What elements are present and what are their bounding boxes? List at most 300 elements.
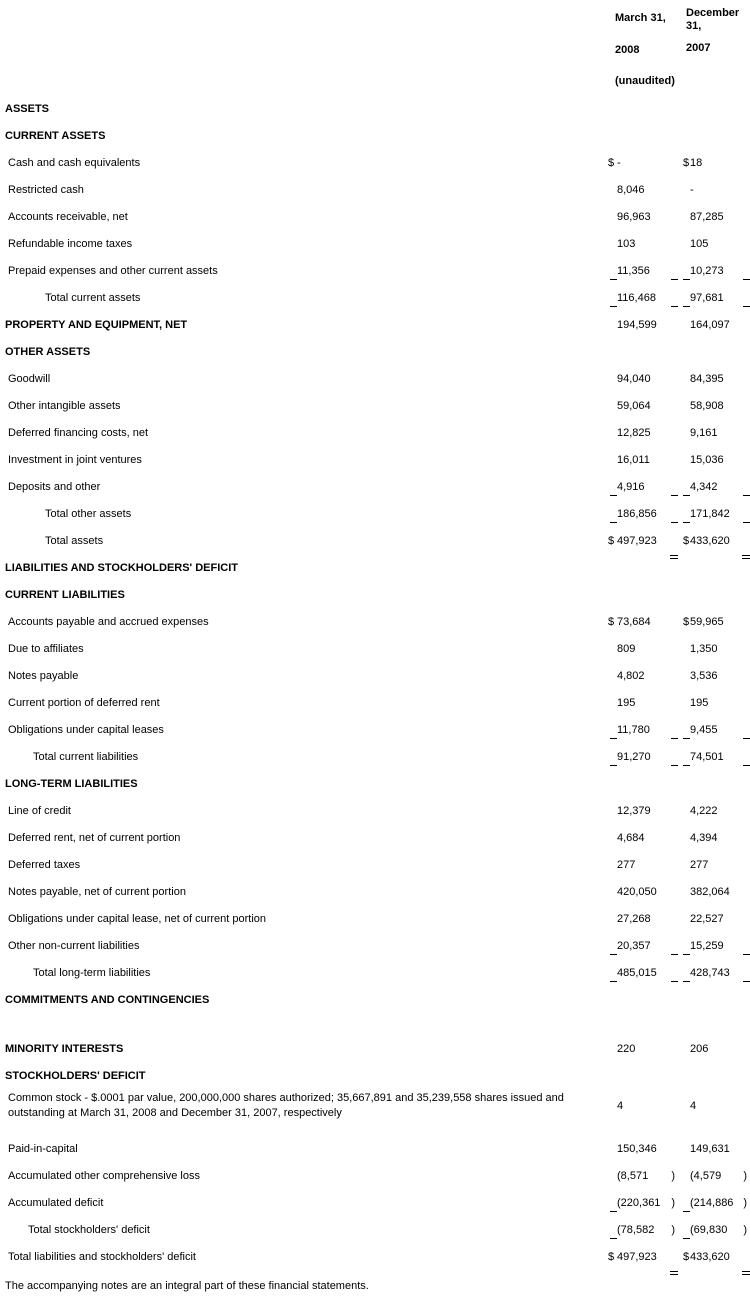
value-2008: 220: [617, 1043, 636, 1055]
value-cell-2007: [681, 1224, 750, 1237]
value-2007: 149,631: [690, 1143, 730, 1155]
dollar-sign: [683, 427, 690, 440]
dollar-sign: [608, 238, 617, 251]
value-2007: 1,350: [690, 643, 718, 655]
value-cell-2008: [605, 751, 681, 764]
value-cell-2007: [681, 859, 750, 872]
rule-dash: [610, 306, 617, 307]
table-row: [0, 602, 750, 629]
value-cell-2007: [681, 616, 750, 629]
section-row: [0, 116, 750, 143]
row-label: MINORITY INTERESTS: [5, 1043, 124, 1055]
dollar-sign: [683, 886, 690, 899]
rule-dash: [743, 765, 750, 766]
dollar-sign: $: [608, 1251, 615, 1263]
value-cell-2007: [681, 508, 750, 521]
dollar-sign: [683, 238, 690, 251]
rule-dash: [610, 954, 617, 955]
dollar-sign: [683, 1197, 690, 1210]
value-cell-2008: [605, 157, 681, 170]
value-2007: 9,161: [690, 427, 718, 439]
value-2008: 194,599: [617, 319, 657, 331]
value-cell-2007: [681, 643, 750, 656]
value-2008: 91,270: [617, 751, 651, 763]
rule-dash: [671, 738, 678, 739]
rule-dash: [610, 495, 617, 496]
dollar-sign: [608, 886, 617, 899]
table-row: [0, 251, 750, 278]
column-header-2008: [605, 0, 681, 89]
table-row: [0, 656, 750, 683]
value-2007: 4,222: [690, 805, 718, 817]
value-cell-2007: [681, 535, 750, 548]
value-2007: 382,064: [690, 886, 730, 898]
table-row: [0, 197, 750, 224]
value-2008: 11,780: [617, 724, 650, 736]
row-label: CURRENT LIABILITIES: [5, 589, 125, 601]
value-2008: 8,046: [617, 184, 645, 196]
value-cell-2008: [605, 886, 681, 899]
close-paren: ): [671, 1170, 675, 1182]
dollar-sign: [608, 1143, 617, 1156]
table-row: [0, 683, 750, 710]
dollar-sign: [608, 211, 617, 224]
rule-dash: [610, 1238, 617, 1239]
table-row: [0, 413, 750, 440]
section-row: [0, 980, 750, 1007]
table-row: [0, 1156, 750, 1183]
value-2007: 428,743: [690, 967, 730, 979]
row-label: OTHER ASSETS: [5, 346, 91, 358]
table-row: [0, 899, 750, 926]
row-label: Other non-current liabilities: [8, 940, 140, 952]
table-row: [0, 440, 750, 467]
value-cell-2008: [605, 832, 681, 845]
row-label: Obligations under capital leases: [8, 724, 164, 736]
value-2008: 809: [617, 643, 636, 655]
rule-dash: [743, 306, 750, 307]
value-cell-2008: [605, 319, 681, 332]
value-2008: 96,963: [617, 211, 651, 223]
value-2008: -: [617, 157, 621, 169]
value-cell-2008: [605, 859, 681, 872]
dollar-sign: [608, 751, 617, 764]
value-cell-2007: [681, 1043, 750, 1056]
rule-dash: [671, 495, 678, 496]
table-row: [0, 224, 750, 251]
value-2008: 16,011: [617, 454, 650, 466]
row-label: Total current assets: [45, 292, 141, 304]
value-cell-2008: [605, 913, 681, 926]
rule-dash: [671, 279, 678, 280]
value-cell-2008: [605, 292, 681, 305]
row-label: Total assets: [45, 535, 104, 547]
table-row: [0, 1183, 750, 1210]
table-row: [0, 872, 750, 899]
dollar-sign: [608, 940, 617, 953]
value-2008: 4,684: [617, 832, 645, 844]
row-label: Other intangible assets: [8, 400, 121, 412]
value-cell-2007: [681, 292, 750, 305]
value-2007: 3,536: [690, 670, 718, 682]
row-label: Refundable income taxes: [8, 238, 133, 250]
value-cell-2008: [605, 1197, 681, 1210]
row-label: COMMITMENTS AND CONTINGENCIES: [5, 994, 210, 1006]
value-2008: 497,923: [617, 1251, 657, 1263]
table-header: [0, 0, 750, 89]
value-cell-2008: [605, 454, 681, 467]
row-label: Deferred rent, net of current portion: [8, 832, 181, 844]
value-cell-2007: [681, 724, 750, 737]
rule-dash: [743, 279, 750, 280]
row-label: Total current liabilities: [33, 751, 139, 763]
table-row: [0, 170, 750, 197]
column-date-2007: December 31,: [686, 7, 740, 32]
table-row: [0, 467, 750, 494]
value-2008: 12,379: [617, 805, 651, 817]
rule-dash: [683, 306, 690, 307]
column-date-2008: March 31,: [615, 12, 666, 24]
value-2008: 420,050: [617, 886, 657, 898]
rule-dash: [743, 954, 750, 955]
row-label: LIABILITIES AND STOCKHOLDERS' DEFICIT: [5, 562, 239, 574]
rule-dash: [671, 522, 678, 523]
dollar-sign: [608, 400, 617, 413]
value-2007: 171,842: [690, 508, 730, 520]
dollar-sign: [608, 1197, 617, 1210]
dollar-sign: [608, 859, 617, 872]
dollar-sign: [608, 319, 617, 332]
dollar-sign: [683, 913, 690, 926]
close-paren: ): [743, 1224, 747, 1236]
value-cell-2007: [681, 886, 750, 899]
table-row: [0, 359, 750, 386]
row-label: CURRENT ASSETS: [5, 130, 106, 142]
value-cell-2008: [605, 616, 681, 629]
section-row: [0, 305, 750, 332]
value-cell-2008: [605, 238, 681, 251]
dollar-sign: [683, 454, 690, 467]
dollar-sign: [683, 211, 690, 224]
value-2007: (214,886: [690, 1197, 734, 1209]
table-row: [0, 1129, 750, 1156]
value-cell-2008: [605, 400, 681, 413]
value-2008: 497,923: [617, 535, 657, 547]
value-cell-2008: [605, 1043, 681, 1056]
value-cell-2007: [681, 1197, 750, 1210]
value-cell-2007: [681, 1170, 750, 1183]
dollar-sign: $: [608, 157, 615, 169]
dollar-sign: [683, 751, 690, 764]
table-row: [0, 143, 750, 170]
dollar-sign: [608, 184, 617, 197]
value-cell-2008: [605, 265, 681, 278]
row-label: Total stockholders' deficit: [28, 1224, 150, 1236]
value-cell-2008: [605, 670, 681, 683]
row-label: Deferred financing costs, net: [8, 427, 149, 439]
value-2008: 4,916: [617, 481, 645, 493]
rule-dash: [610, 522, 617, 523]
value-2007: 195: [690, 697, 709, 709]
value-cell-2008: [605, 724, 681, 737]
value-cell-2008: [605, 940, 681, 953]
row-label: Prepaid expenses and other current assets: [8, 265, 218, 277]
row-label: Investment in joint ventures: [8, 454, 142, 466]
rule-dash: [683, 954, 690, 955]
value-2007: 164,097: [690, 319, 730, 331]
value-2007: -: [690, 184, 694, 196]
dollar-sign: [683, 481, 690, 494]
value-2007: 87,285: [690, 211, 724, 223]
value-cell-2008: [605, 1143, 681, 1156]
value-2007: 58,908: [690, 400, 724, 412]
value-cell-2007: [681, 697, 750, 710]
dollar-sign: [608, 427, 617, 440]
value-2008: (8,571: [617, 1170, 649, 1182]
value-cell-2007: [681, 427, 750, 440]
rule-dash: [610, 738, 617, 739]
value-2007: 84,395: [690, 373, 724, 385]
dollar-sign: [683, 319, 690, 332]
rule-dash: [683, 522, 690, 523]
dollar-sign: [608, 913, 617, 926]
value-cell-2007: [681, 454, 750, 467]
rule-dash: [610, 981, 617, 982]
total-row: [0, 521, 750, 548]
value-cell-2007: [681, 238, 750, 251]
section-row: [0, 332, 750, 359]
close-paren: ): [671, 1197, 675, 1209]
dollar-sign: [683, 292, 690, 305]
rule-dash: [610, 765, 617, 766]
row-label: Line of credit: [8, 805, 71, 817]
double-rule-dash: [742, 1271, 750, 1275]
row-label: STOCKHOLDERS' DEFICIT: [5, 1070, 146, 1082]
value-2007: 59,965: [690, 616, 724, 628]
value-2007: 4: [690, 1099, 697, 1112]
row-label: Paid-in-capital: [8, 1143, 78, 1155]
row-label: Due to affiliates: [8, 643, 84, 655]
dollar-sign: [683, 1170, 690, 1183]
value-2007: 9,455: [690, 724, 718, 736]
double-rule-dash: [670, 555, 678, 559]
dollar-sign: [683, 1143, 690, 1156]
double-rule-dash: [670, 1271, 678, 1275]
row-label: ASSETS: [5, 103, 50, 115]
close-paren: ): [743, 1197, 747, 1209]
rule-dash: [683, 738, 690, 739]
rule-dash: [683, 1238, 690, 1239]
value-cell-2007: [681, 1143, 750, 1156]
value-cell-2007: [681, 265, 750, 278]
value-cell-2007: [681, 400, 750, 413]
dollar-sign: [683, 1043, 690, 1056]
row-label: Total long-term liabilities: [33, 967, 151, 979]
row-label: Obligations under capital lease, net of current portion: [8, 913, 267, 925]
dollar-sign: [608, 643, 617, 656]
row-label: Notes payable, net of current portion: [8, 886, 186, 898]
section-row: [0, 548, 750, 575]
rule-dash: [683, 981, 690, 982]
table-row: [0, 1083, 750, 1129]
value-2007: 206: [690, 1043, 709, 1055]
row-label: Restricted cash: [8, 184, 84, 196]
column-year-2007: 2007: [686, 42, 711, 54]
row-label: Accounts receivable, net: [8, 211, 128, 223]
value-2008: 195: [617, 697, 636, 709]
value-2007: 22,527: [690, 913, 724, 925]
value-2008: 277: [617, 859, 636, 871]
table-row: [0, 818, 750, 845]
dollar-sign: [683, 832, 690, 845]
section-row: [0, 575, 750, 602]
row-label: PROPERTY AND EQUIPMENT, NET: [5, 319, 188, 331]
dollar-sign: [608, 1224, 617, 1237]
section-row: [0, 764, 750, 791]
dollar-sign: [608, 481, 617, 494]
value-cell-2007: [681, 211, 750, 224]
section-row: [0, 89, 750, 116]
spacer-row: [0, 1007, 750, 1029]
column-year-2008: 2008: [615, 44, 640, 56]
dollar-sign: [683, 400, 690, 413]
rule-dash: [671, 306, 678, 307]
value-cell-2008: [605, 1224, 681, 1237]
row-label: Goodwill: [8, 373, 51, 385]
value-2007: 74,501: [690, 751, 724, 763]
value-2008: 4,802: [617, 670, 645, 682]
value-cell-2008: [605, 967, 681, 980]
value-2008: 94,040: [617, 373, 651, 385]
value-2007: 97,681: [690, 292, 724, 304]
dollar-sign: $: [608, 616, 615, 628]
rule-dash: [743, 522, 750, 523]
value-cell-2007: [681, 319, 750, 332]
value-cell-2007: [681, 940, 750, 953]
value-cell-2007: [681, 373, 750, 386]
value-2008: 103: [617, 238, 636, 250]
value-cell-2008: [605, 1100, 681, 1113]
value-2008: 186,856: [617, 508, 657, 520]
value-cell-2007: [681, 913, 750, 926]
dollar-sign: [683, 967, 690, 980]
dollar-sign: [608, 697, 617, 710]
dollar-sign: [683, 1100, 690, 1113]
value-cell-2008: [605, 535, 681, 548]
dollar-sign: [608, 1043, 617, 1056]
dollar-sign: [608, 1100, 617, 1113]
table-row: [0, 710, 750, 737]
value-cell-2008: [605, 508, 681, 521]
dollar-sign: [683, 724, 690, 737]
total-row: [0, 953, 750, 980]
row-label: Deposits and other: [8, 481, 101, 493]
value-cell-2007: [681, 670, 750, 683]
dollar-sign: [608, 724, 617, 737]
value-cell-2008: [605, 1251, 681, 1264]
section-row: [0, 1029, 750, 1056]
value-cell-2007: [681, 751, 750, 764]
dollar-sign: $: [683, 1251, 690, 1263]
dollar-sign: [608, 832, 617, 845]
dollar-sign: [683, 643, 690, 656]
rule-dash: [610, 279, 617, 280]
dollar-sign: [608, 292, 617, 305]
rule-dash: [683, 765, 690, 766]
dollar-sign: [683, 508, 690, 521]
row-label: Accounts payable and accrued expenses: [8, 616, 209, 628]
dollar-sign: [608, 508, 617, 521]
dollar-sign: [683, 184, 690, 197]
table-row: [0, 629, 750, 656]
value-2007: 433,620: [690, 1251, 730, 1263]
value-2007: 433,620: [690, 535, 730, 547]
value-2007: 4,342: [690, 481, 718, 493]
close-paren: ): [743, 1170, 747, 1182]
value-cell-2007: [681, 1251, 750, 1264]
footer-note: The accompanying notes are an integral part of these financial statements.: [5, 1280, 369, 1292]
value-cell-2008: [605, 184, 681, 197]
dollar-sign: [608, 265, 617, 278]
value-2007: 4,394: [690, 832, 718, 844]
value-2008: 12,825: [617, 427, 651, 439]
row-label: Accumulated other comprehensive loss: [8, 1170, 200, 1182]
value-cell-2008: [605, 481, 681, 494]
total-row: [0, 278, 750, 305]
row-label: LONG-TERM LIABILITIES: [5, 778, 138, 790]
rule-dash: [683, 1211, 690, 1212]
value-2008: 20,357: [617, 940, 651, 952]
value-cell-2007: [681, 184, 750, 197]
rule-dash: [743, 738, 750, 739]
rule-dash: [683, 495, 690, 496]
table-row: [0, 791, 750, 818]
section-row: [0, 1056, 750, 1083]
dollar-sign: [683, 1224, 690, 1237]
rule-dash: [671, 765, 678, 766]
value-2007: (4,579: [690, 1170, 722, 1182]
dollar-sign: [683, 859, 690, 872]
row-label: Common stock - $.0001 par value, 200,000,000 shares authorized; 35,667,891 and 35,239,558 shares issued and outstanding at March 31, 2008 and December 31, 2007, respectively: [8, 1092, 564, 1119]
rows: [0, 89, 750, 1264]
value-2008: 73,684: [617, 616, 651, 628]
dollar-sign: [608, 967, 617, 980]
dollar-sign: $: [683, 616, 690, 628]
value-2007: 15,259: [690, 940, 724, 952]
dollar-sign: [683, 805, 690, 818]
value-2008: 116,468: [617, 292, 656, 304]
value-cell-2007: [681, 967, 750, 980]
value-2008: 59,064: [617, 400, 651, 412]
dollar-sign: [608, 670, 617, 683]
row-label: Notes payable: [8, 670, 79, 682]
dollar-sign: [608, 373, 617, 386]
row-label: Cash and cash equivalents: [8, 157, 141, 169]
table-row: [0, 926, 750, 953]
dollar-sign: $: [683, 157, 690, 169]
value-cell-2007: [681, 481, 750, 494]
value-2007: 18: [690, 157, 703, 169]
dollar-sign: [683, 940, 690, 953]
dollar-sign: [608, 454, 617, 467]
row-label: Deferred taxes: [8, 859, 81, 871]
header-spacer: [0, 0, 605, 89]
value-cell-2008: [605, 805, 681, 818]
value-cell-2007: [681, 157, 750, 170]
row-label: Total other assets: [45, 508, 132, 520]
table-row: [0, 386, 750, 413]
dollar-sign: [683, 373, 690, 386]
